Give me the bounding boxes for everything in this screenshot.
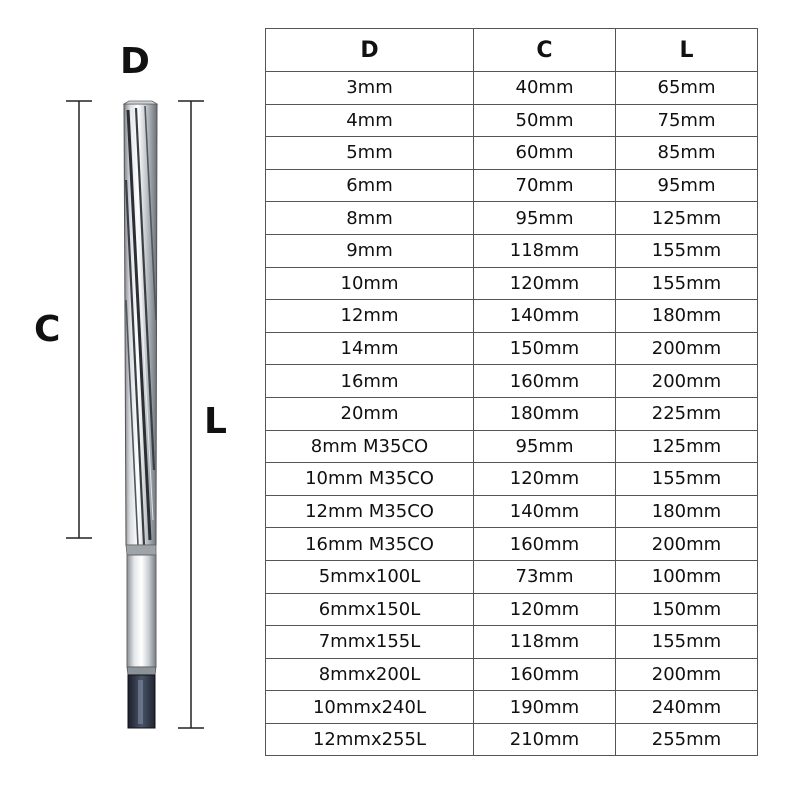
table-row xyxy=(266,72,758,105)
table-row xyxy=(266,626,758,659)
cell-d: 5mmx100L xyxy=(266,560,474,593)
cell-d: 5mm xyxy=(266,137,474,170)
cell-l: 155mm xyxy=(616,626,758,659)
table-row xyxy=(266,202,758,235)
cell-l: 65mm xyxy=(616,72,758,105)
cell-c: 160mm xyxy=(474,528,616,561)
cell-d: 10mm xyxy=(266,267,474,300)
cell-c: 120mm xyxy=(474,267,616,300)
cell-d: 8mm M35CO xyxy=(266,430,474,463)
reamer-illustration xyxy=(0,0,260,800)
table-row xyxy=(266,104,758,137)
cell-l: 155mm xyxy=(616,234,758,267)
table-row xyxy=(266,528,758,561)
reamer-square-end xyxy=(127,667,156,728)
cell-l: 155mm xyxy=(616,463,758,496)
cell-l: 200mm xyxy=(616,332,758,365)
table-row xyxy=(266,365,758,398)
cell-d: 10mmx240L xyxy=(266,691,474,724)
cell-d: 12mm xyxy=(266,300,474,333)
cell-d: 3mm xyxy=(266,72,474,105)
cell-d: 6mmx150L xyxy=(266,593,474,626)
cell-c: 180mm xyxy=(474,397,616,430)
cell-l: 100mm xyxy=(616,560,758,593)
cell-d: 16mm xyxy=(266,365,474,398)
cell-c: 60mm xyxy=(474,137,616,170)
cell-c: 50mm xyxy=(474,104,616,137)
table-row xyxy=(266,137,758,170)
dimension-l-label: L xyxy=(204,401,227,442)
table-row xyxy=(266,495,758,528)
cell-l: 125mm xyxy=(616,430,758,463)
dimension-c-line xyxy=(66,101,92,538)
reamer-flute-body xyxy=(124,101,157,545)
table-row xyxy=(266,658,758,691)
cell-c: 95mm xyxy=(474,430,616,463)
dimension-c-label: C xyxy=(34,309,61,350)
cell-c: 40mm xyxy=(474,72,616,105)
header-l: L xyxy=(616,29,758,72)
cell-d: 10mm M35CO xyxy=(266,463,474,496)
table-row xyxy=(266,267,758,300)
table-row xyxy=(266,300,758,333)
cell-l: 95mm xyxy=(616,169,758,202)
cell-c: 210mm xyxy=(474,723,616,756)
cell-c: 95mm xyxy=(474,202,616,235)
cell-c: 120mm xyxy=(474,593,616,626)
header-c: C xyxy=(474,29,616,72)
cell-l: 255mm xyxy=(616,723,758,756)
table-row xyxy=(266,397,758,430)
cell-l: 240mm xyxy=(616,691,758,724)
cell-d: 8mm xyxy=(266,202,474,235)
cell-l: 180mm xyxy=(616,300,758,333)
cell-d: 14mm xyxy=(266,332,474,365)
cell-c: 118mm xyxy=(474,626,616,659)
cell-d: 20mm xyxy=(266,397,474,430)
cell-l: 125mm xyxy=(616,202,758,235)
table-row xyxy=(266,332,758,365)
cell-d: 16mm M35CO xyxy=(266,528,474,561)
cell-d: 12mm M35CO xyxy=(266,495,474,528)
cell-l: 85mm xyxy=(616,137,758,170)
table-row xyxy=(266,169,758,202)
cell-c: 70mm xyxy=(474,169,616,202)
cell-d: 9mm xyxy=(266,234,474,267)
cell-d: 7mmx155L xyxy=(266,626,474,659)
cell-d: 4mm xyxy=(266,104,474,137)
table-row xyxy=(266,430,758,463)
cell-l: 225mm xyxy=(616,397,758,430)
cell-d: 12mmx255L xyxy=(266,723,474,756)
cell-l: 155mm xyxy=(616,267,758,300)
dimension-l-line xyxy=(178,101,204,728)
cell-c: 140mm xyxy=(474,495,616,528)
cell-c: 160mm xyxy=(474,658,616,691)
cell-c: 190mm xyxy=(474,691,616,724)
cell-l: 200mm xyxy=(616,528,758,561)
header-d: D xyxy=(266,29,474,72)
table-row xyxy=(266,593,758,626)
reamer-diagram xyxy=(0,0,260,800)
cell-l: 180mm xyxy=(616,495,758,528)
dimension-d-label: D xyxy=(120,41,150,82)
table-header-row xyxy=(266,29,758,72)
cell-c: 120mm xyxy=(474,463,616,496)
table-row xyxy=(266,560,758,593)
size-spec-table xyxy=(265,28,758,756)
cell-c: 140mm xyxy=(474,300,616,333)
table-row xyxy=(266,463,758,496)
cell-d: 8mmx200L xyxy=(266,658,474,691)
cell-c: 160mm xyxy=(474,365,616,398)
table-body xyxy=(266,72,758,756)
cell-c: 118mm xyxy=(474,234,616,267)
cell-l: 150mm xyxy=(616,593,758,626)
cell-l: 200mm xyxy=(616,365,758,398)
cell-l: 75mm xyxy=(616,104,758,137)
cell-c: 73mm xyxy=(474,560,616,593)
table-row xyxy=(266,691,758,724)
cell-d: 6mm xyxy=(266,169,474,202)
table-row xyxy=(266,234,758,267)
cell-l: 200mm xyxy=(616,658,758,691)
reamer-shank xyxy=(126,545,156,667)
table-row xyxy=(266,723,758,756)
cell-c: 150mm xyxy=(474,332,616,365)
